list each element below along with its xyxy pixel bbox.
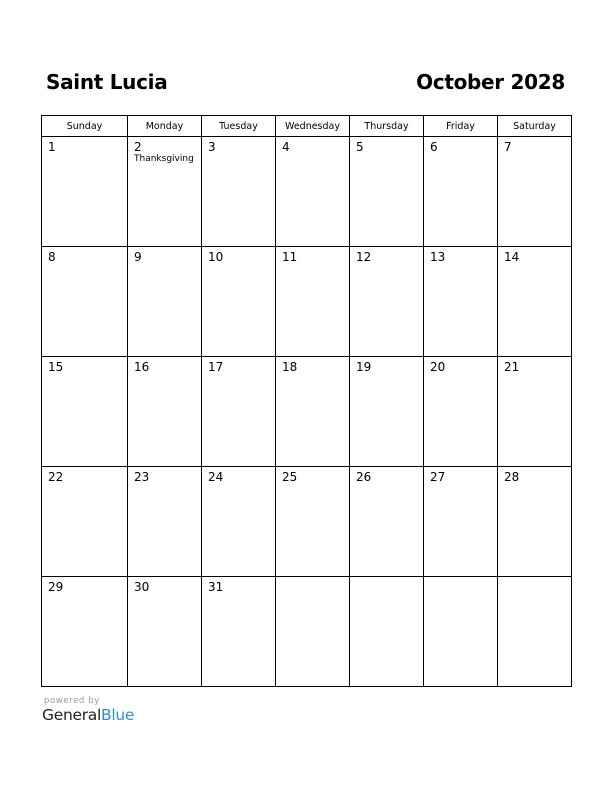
week-row: [42, 577, 572, 687]
day-cell-empty: [350, 577, 424, 687]
day-cell: [42, 247, 128, 357]
day-cell: [42, 577, 128, 687]
day-number: 7: [504, 140, 512, 154]
day-cell: [350, 357, 424, 467]
weekday-friday: Friday: [424, 116, 498, 137]
weekday-monday: Monday: [128, 116, 202, 137]
day-number: 29: [48, 580, 64, 594]
country-title: Saint Lucia: [46, 70, 168, 94]
day-number: 28: [504, 470, 520, 484]
week-row: [42, 137, 572, 247]
day-number: 8: [48, 250, 56, 264]
day-cell: [276, 137, 350, 247]
day-number: 2: [134, 140, 142, 154]
day-number: [350, 577, 423, 580]
day-number: 17: [208, 360, 224, 374]
day-cell: [128, 247, 202, 357]
day-number: 19: [356, 360, 372, 374]
day-number: 1: [48, 140, 56, 154]
day-cell: [424, 247, 498, 357]
day-cell: [128, 467, 202, 577]
day-number: 6: [430, 140, 438, 154]
day-cell: [128, 577, 202, 687]
day-cell-empty: [498, 577, 572, 687]
day-number: 4: [282, 140, 290, 154]
day-cell: [498, 137, 572, 247]
day-cell: [350, 467, 424, 577]
month-title: October 2028: [416, 70, 565, 94]
day-number: 13: [430, 250, 446, 264]
weekday-sunday: Sunday: [42, 116, 128, 137]
day-number: 21: [504, 360, 520, 374]
day-number: 27: [430, 470, 446, 484]
day-number: 9: [134, 250, 142, 264]
day-cell: [42, 357, 128, 467]
day-cell-empty: [424, 577, 498, 687]
day-number: 3: [208, 140, 216, 154]
day-cell: [498, 467, 572, 577]
day-cell: [42, 137, 128, 247]
day-number: 24: [208, 470, 224, 484]
brand-general: General: [42, 706, 101, 724]
weekday-thursday: Thursday: [350, 116, 424, 137]
day-number: 26: [356, 470, 372, 484]
weekday-saturday: Saturday: [498, 116, 572, 137]
day-cell: [42, 467, 128, 577]
day-cell: [424, 137, 498, 247]
day-cell: [424, 357, 498, 467]
day-number: 5: [356, 140, 364, 154]
day-cell: [202, 577, 276, 687]
day-cell: [128, 357, 202, 467]
day-cell: [498, 357, 572, 467]
day-number: 15: [48, 360, 64, 374]
brand-blue: Blue: [100, 706, 135, 724]
day-cell: [202, 357, 276, 467]
day-number: [424, 577, 497, 580]
day-cell: [202, 137, 276, 247]
day-cell: [276, 467, 350, 577]
powered-by-label: powered by: [44, 696, 100, 706]
day-cell: [350, 247, 424, 357]
day-cell: [202, 247, 276, 357]
day-number: 10: [208, 250, 224, 264]
day-cell: [202, 467, 276, 577]
day-cell: [128, 137, 202, 247]
day-cell: [350, 137, 424, 247]
day-number: 23: [134, 470, 150, 484]
day-cell-empty: [276, 577, 350, 687]
day-number: 22: [48, 470, 64, 484]
weekday-wednesday: Wednesday: [276, 116, 350, 137]
weekday-header-row: [42, 116, 572, 137]
day-number: 12: [356, 250, 372, 264]
week-row: [42, 467, 572, 577]
week-row: [42, 357, 572, 467]
holiday-label: Thanksgiving: [134, 154, 194, 164]
day-number: 31: [208, 580, 224, 594]
day-number: [498, 577, 571, 580]
day-cell: [498, 247, 572, 357]
day-cell: [276, 247, 350, 357]
weekday-tuesday: Tuesday: [202, 116, 276, 137]
generalblue-logo[interactable]: [42, 696, 134, 725]
day-number: [276, 577, 349, 580]
day-number: 30: [134, 580, 150, 594]
day-number: 14: [504, 250, 520, 264]
day-number: 16: [134, 360, 150, 374]
day-number: 18: [282, 360, 298, 374]
day-cell: [424, 467, 498, 577]
day-number: 25: [282, 470, 298, 484]
week-row: [42, 247, 572, 357]
day-cell: [276, 357, 350, 467]
calendar-grid: [41, 115, 572, 687]
brand-name: [42, 706, 134, 725]
day-number: 20: [430, 360, 446, 374]
day-number: 11: [282, 250, 298, 264]
